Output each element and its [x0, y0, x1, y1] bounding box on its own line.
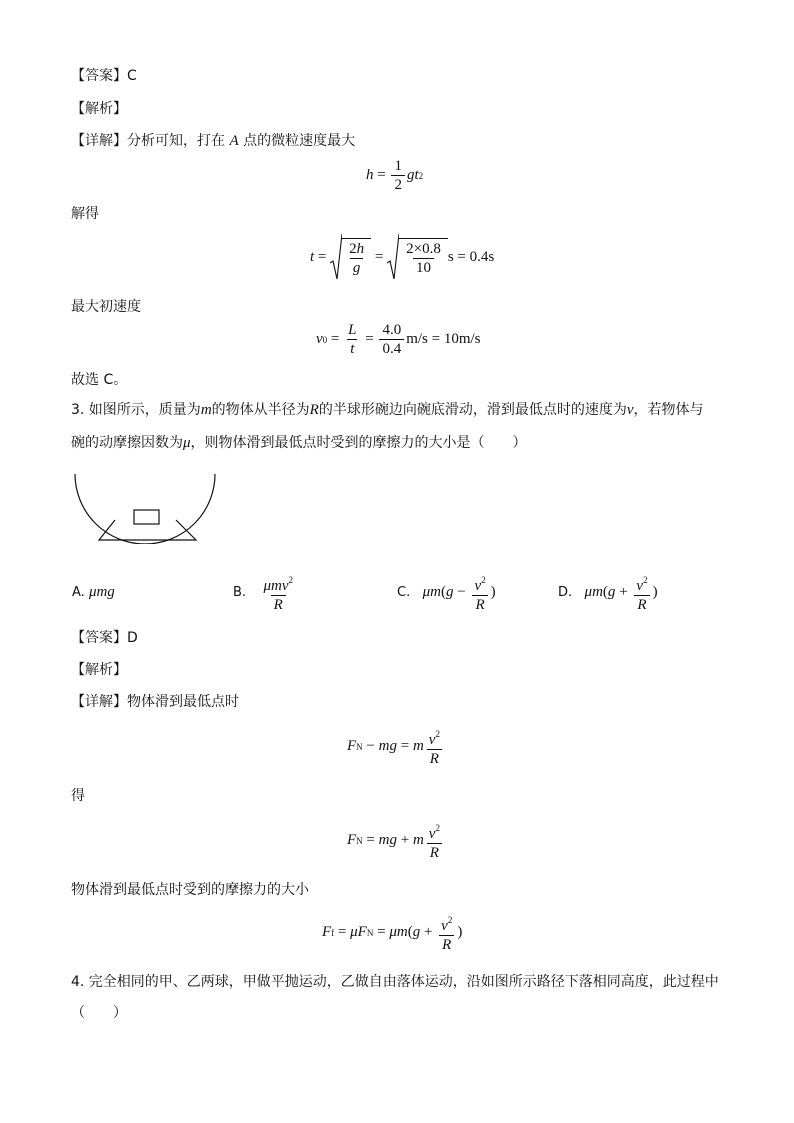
- q4-stem: 4. 完全相同的甲、乙两球，甲做平抛运动，乙做自由落体运动，沿如图所示路径下落相同高度，此过程中: [71, 974, 719, 990]
- option-b[interactable]: B. $\frac{\mu mv^2}{R}$: [233, 575, 293, 613]
- detail-tag: 【详解】: [71, 133, 127, 149]
- q2-answer-line: [71, 66, 137, 86]
- q3-detail-line: 【详解】物体滑到最低点时: [71, 694, 239, 710]
- detail-text: 分析可知，打在: [127, 133, 225, 149]
- equation-normal-force-1: F N − mg = m $\frac{v^2}{R}$: [347, 729, 440, 767]
- q2-detail-line: [71, 131, 355, 151]
- sliding-block: [134, 510, 159, 524]
- q2-solve-text: 解得: [71, 206, 99, 222]
- q2-max-velocity-text: 最大初速度: [71, 299, 141, 315]
- q3-answer-line: 【答案】D: [71, 630, 138, 646]
- point-label: A: [229, 133, 239, 149]
- q2-choice-text: 故选 C。: [71, 372, 128, 388]
- option-c[interactable]: C. μm ( g − $\frac{v^2}{R}$ ): [397, 575, 496, 613]
- q3-stem-line2: 碗的动摩擦因数为μ，则物体滑到最低点时受到的摩擦力的大小是（ ）: [71, 435, 527, 451]
- equation-friction: F f = μF N = μm ( g + $\frac{v^2}{R}$ ): [322, 915, 463, 953]
- option-a[interactable]: A. μmg: [72, 584, 115, 600]
- q3-friction-text: 物体滑到最低点时受到的摩擦力的大小: [71, 882, 309, 898]
- bowl-diagram: [70, 468, 220, 544]
- q3-analysis-tag: 【解析】: [71, 662, 127, 678]
- equation-t: t = $\frac{2h}{g}$ = $\frac{2\times 0.8}{10}$ s = 0.4s: [310, 233, 494, 281]
- q3-get-text: 得: [71, 788, 85, 804]
- bowl-arc: [75, 474, 215, 544]
- sqrt-2h-g: $\frac{2h}{g}$: [330, 233, 371, 281]
- answer-value: C: [127, 68, 137, 84]
- equation-normal-force-2: F N = mg + m $\frac{v^2}{R}$: [347, 823, 440, 861]
- equation-v0: v 0 = $\frac{L}{t}$ = $\frac{4.0}{0.4}$ m/s = 10m/s: [316, 322, 481, 357]
- sqrt-values: $\frac{2\times 0.8}{10}$: [387, 233, 448, 281]
- q2-analysis-tag: 【解析】: [71, 101, 127, 117]
- answer-tag: 【答案】: [71, 68, 127, 84]
- equation-h: h = $\frac{1}{2}$ gt 2: [366, 158, 424, 193]
- detail-text-end: 点的微粒速度最大: [243, 133, 356, 149]
- option-d[interactable]: D. μm ( g + $\frac{v^2}{R}$ ): [558, 575, 658, 613]
- q4-paren: （ ）: [71, 1005, 127, 1021]
- q3-stem-line1: 3. 如图所示，质量为m的物体从半径为R的半球形碗边向碗底滑动，滑到最低点时的速度为v，若物体与: [71, 402, 704, 418]
